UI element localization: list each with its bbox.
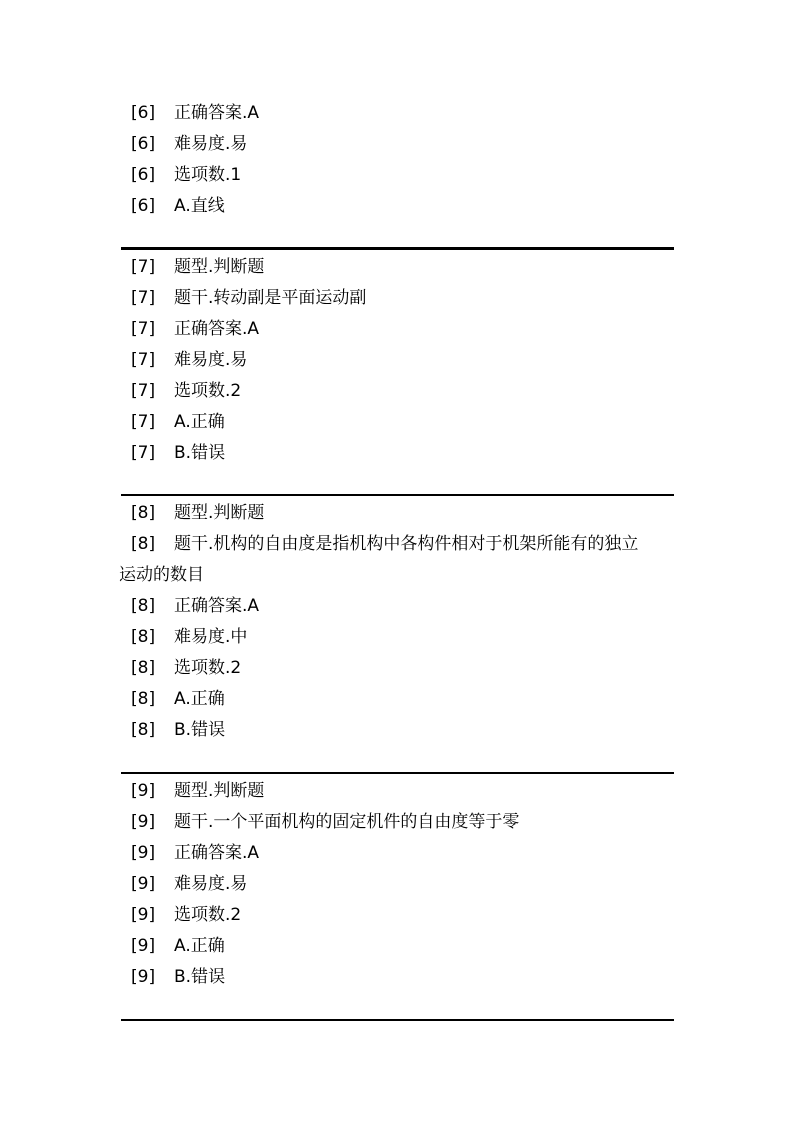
question-text: 正确答案.A bbox=[174, 843, 260, 863]
question-text: 难易度.易 bbox=[174, 874, 248, 894]
question-number: [8] bbox=[131, 627, 156, 647]
question-number: [9] bbox=[131, 936, 156, 956]
question-line bbox=[131, 317, 259, 341]
question-line bbox=[131, 101, 259, 125]
question-number: [7] bbox=[131, 288, 156, 308]
question-text: 正确答案.A bbox=[174, 103, 260, 123]
question-text: B.错误 bbox=[174, 443, 226, 463]
question-line bbox=[131, 810, 519, 834]
question-text: 题干.转动副是平面运动副 bbox=[174, 288, 367, 308]
question-line bbox=[131, 163, 241, 187]
question-number: [8] bbox=[131, 596, 156, 616]
question-line bbox=[131, 718, 225, 742]
question-number: [6] bbox=[131, 196, 156, 216]
question-text: 难易度.中 bbox=[174, 627, 248, 647]
question-text: 选项数.2 bbox=[174, 905, 242, 925]
question-line bbox=[131, 379, 241, 403]
question-text: 题干.一个平面机构的固定机件的自由度等于零 bbox=[174, 812, 520, 832]
question-line bbox=[131, 872, 247, 896]
block-divider bbox=[121, 494, 674, 496]
question-number: [7] bbox=[131, 350, 156, 370]
question-text: 难易度.易 bbox=[174, 134, 248, 154]
question-number: [9] bbox=[131, 781, 156, 801]
question-number: [6] bbox=[131, 134, 156, 154]
question-number: [7] bbox=[131, 381, 156, 401]
question-text: B.错误 bbox=[174, 967, 226, 987]
question-number: [8] bbox=[131, 658, 156, 678]
question-line bbox=[131, 410, 225, 434]
question-text: 难易度.易 bbox=[174, 350, 248, 370]
question-line bbox=[131, 348, 247, 372]
question-text: A.正确 bbox=[174, 412, 225, 432]
question-number: [8] bbox=[131, 720, 156, 740]
question-number: [9] bbox=[131, 843, 156, 863]
block-divider bbox=[121, 772, 674, 774]
question-number: [7] bbox=[131, 443, 156, 463]
question-text: 题干.机构的自由度是指机构中各构件相对于机架所能有的独立 bbox=[174, 534, 639, 554]
question-line bbox=[131, 841, 259, 865]
question-text: 题型.判断题 bbox=[174, 781, 265, 801]
question-number: [6] bbox=[131, 165, 156, 185]
question-text: A.正确 bbox=[174, 689, 225, 709]
question-text: A.直线 bbox=[174, 196, 225, 216]
question-line bbox=[131, 779, 264, 803]
question-text: 正确答案.A bbox=[174, 596, 260, 616]
question-number: [6] bbox=[131, 103, 156, 123]
question-number: [9] bbox=[131, 967, 156, 987]
question-line bbox=[131, 965, 225, 989]
question-text: 题型.判断题 bbox=[174, 503, 265, 523]
question-line bbox=[131, 501, 264, 525]
question-line bbox=[131, 255, 264, 279]
question-text: 选项数.1 bbox=[174, 165, 242, 185]
block-divider bbox=[121, 1019, 674, 1021]
question-line bbox=[131, 441, 225, 465]
question-text: 选项数.2 bbox=[174, 381, 242, 401]
question-number: [7] bbox=[131, 319, 156, 339]
question-text: A.正确 bbox=[174, 936, 225, 956]
question-line bbox=[131, 132, 247, 156]
question-line bbox=[131, 903, 241, 927]
question-number: [8] bbox=[131, 503, 156, 523]
question-number: [8] bbox=[131, 534, 156, 554]
question-number: [9] bbox=[131, 874, 156, 894]
question-line bbox=[131, 625, 247, 649]
block-divider bbox=[121, 247, 674, 250]
question-line bbox=[131, 594, 259, 618]
question-line bbox=[131, 656, 241, 680]
question-line bbox=[131, 687, 225, 711]
question-text-continuation: 运动的数目 bbox=[119, 565, 204, 585]
question-number: [7] bbox=[131, 257, 156, 277]
question-text: 选项数.2 bbox=[174, 658, 242, 678]
question-number: [9] bbox=[131, 812, 156, 832]
question-line bbox=[131, 934, 225, 958]
question-text: 题型.判断题 bbox=[174, 257, 265, 277]
question-number: [8] bbox=[131, 689, 156, 709]
question-line bbox=[131, 194, 225, 218]
question-text: 正确答案.A bbox=[174, 319, 260, 339]
question-line bbox=[131, 532, 638, 556]
question-number: [7] bbox=[131, 412, 156, 432]
question-number: [9] bbox=[131, 905, 156, 925]
question-text: B.错误 bbox=[174, 720, 226, 740]
question-line bbox=[131, 286, 366, 310]
